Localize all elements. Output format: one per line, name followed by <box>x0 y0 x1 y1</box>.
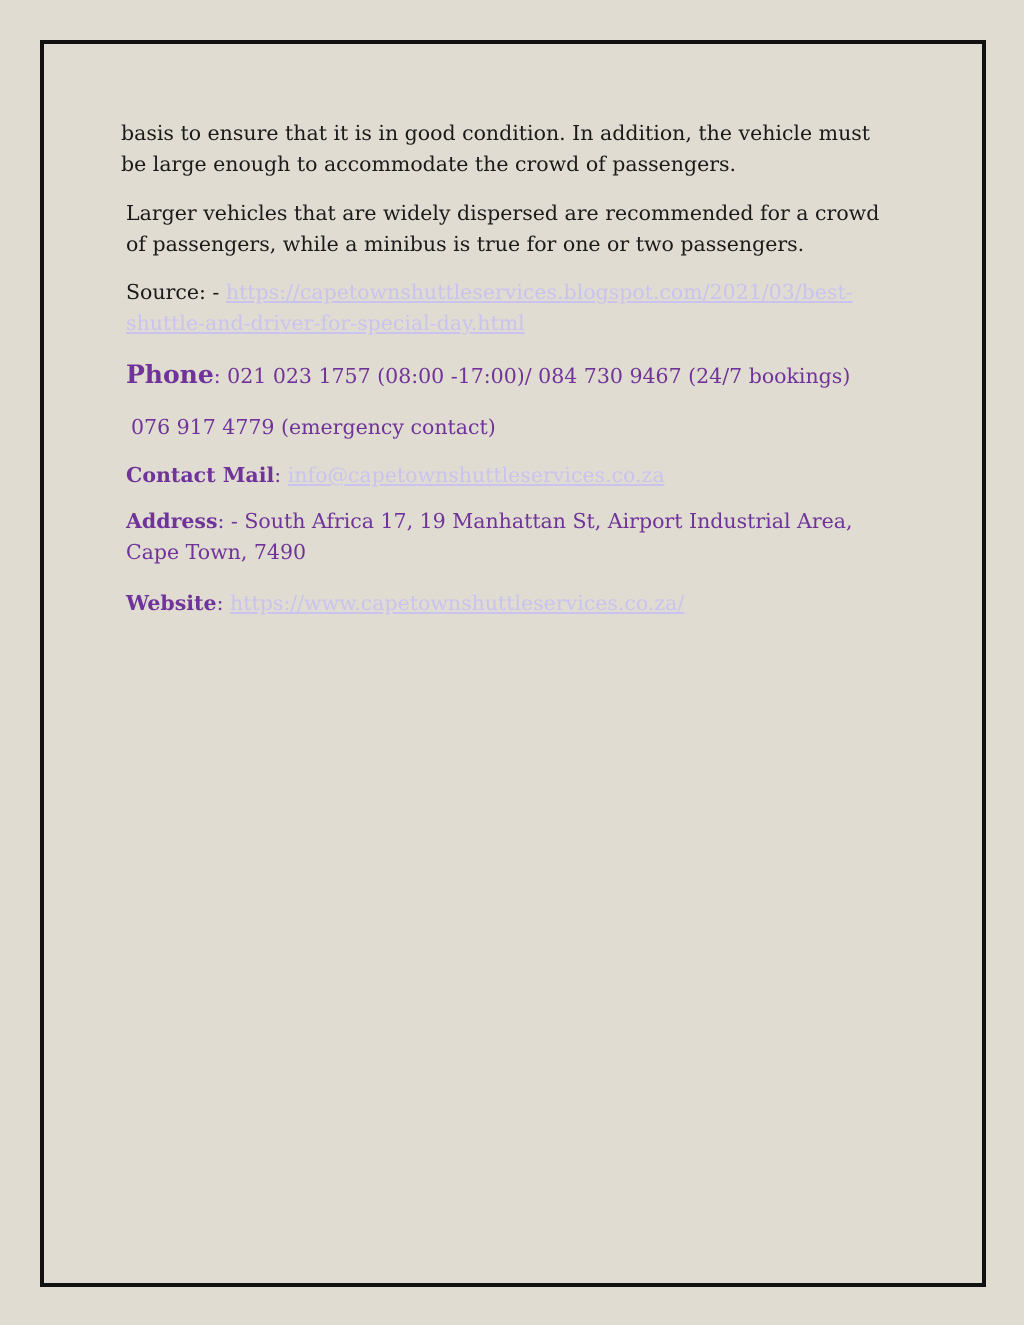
website-label: Website <box>126 591 217 615</box>
paragraph-vehicle-condition: basis to ensure that it is in good condition. In addition, the vehicle must be large enough to accommodate the crowd of passengers. <box>121 121 871 176</box>
page-frame <box>40 40 986 1287</box>
source-line <box>121 277 891 339</box>
mail-link[interactable]: info@capetownshuttleservices.co.za <box>287 463 665 487</box>
source-link[interactable]: https://capetownshuttleservices.blogspot.com/2021/03/best-shuttle-and-driver-for-special-day.html <box>126 280 853 335</box>
mail-separator: : <box>274 463 288 487</box>
paragraph-larger-vehicles: Larger vehicles that are widely dispersed are recommended for a crowd of passengers, while a minibus is true for one or two passengers. <box>126 201 880 256</box>
phone-label: Phone <box>126 360 214 389</box>
source-label: Source: - <box>126 280 226 304</box>
emergency-phone: 076 917 4779 (emergency contact) <box>131 415 496 439</box>
website-link[interactable]: https://www.capetownshuttleservices.co.za/ <box>230 591 685 615</box>
document-content <box>121 118 891 619</box>
mail-line <box>121 460 891 491</box>
website-line <box>121 588 891 619</box>
website-separator: : <box>216 591 231 615</box>
phone-separator: : <box>213 364 228 388</box>
mail-label: Contact Mail <box>126 463 275 487</box>
address-label: Address <box>126 509 218 533</box>
phone-value: 021 023 1757 (08:00 -17:00)/ 084 730 9467 (24/7 bookings) <box>227 364 851 388</box>
address-line <box>121 506 891 568</box>
phone-line <box>121 359 891 392</box>
address-value: : - South Africa 17, 19 Manhattan St, Airport Industrial Area, Cape Town, 7490 <box>126 509 853 564</box>
